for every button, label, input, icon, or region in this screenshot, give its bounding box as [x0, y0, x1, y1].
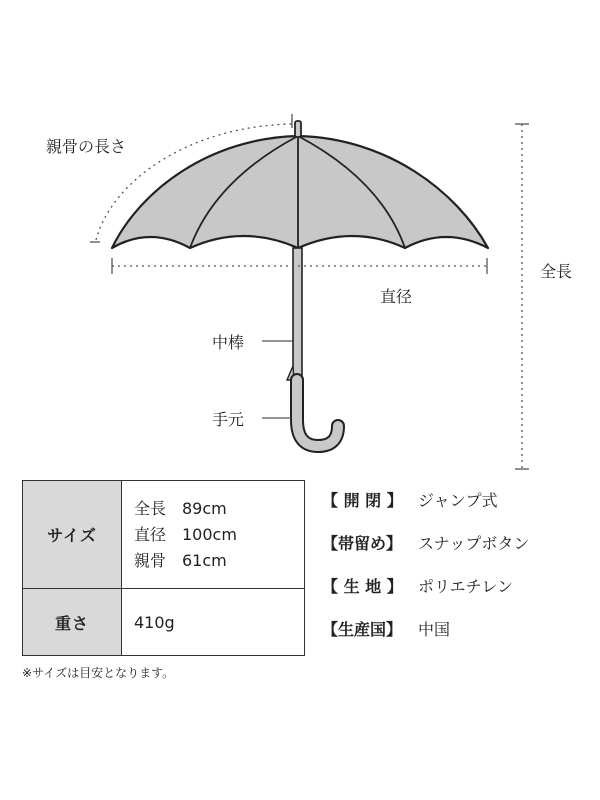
spec-item-fabric — [322, 574, 529, 617]
spec-item-open-close — [322, 488, 529, 531]
spec-list — [322, 488, 529, 660]
spec-value: ポリエチレン — [418, 577, 513, 596]
size-line-total: 全長 89cm — [134, 498, 227, 518]
spec-key: 【帯留め】 — [322, 534, 403, 553]
shaft-label: 中棒 — [212, 333, 245, 352]
rib-length-label: 親骨の長さ — [46, 137, 127, 156]
spec-key: 【生産国】 — [322, 620, 403, 639]
umbrella-tip — [295, 121, 301, 137]
total-length-label: 全長 — [540, 262, 573, 281]
weight-value: 410g — [122, 589, 305, 656]
weight-row — [23, 589, 305, 656]
size-note: ※サイズは目安となります。 — [22, 666, 175, 680]
diameter-label: 直径 — [380, 287, 413, 306]
umbrella-canopy — [112, 136, 488, 248]
umbrella-shaft — [293, 248, 302, 380]
spec-item-origin — [322, 617, 529, 660]
size-values — [122, 481, 305, 589]
size-row — [23, 481, 305, 589]
spec-key: 【 開 閉 】 — [322, 491, 403, 510]
spec-value: 中国 — [418, 620, 451, 639]
size-header: サイズ — [23, 481, 122, 589]
handle-label: 手元 — [212, 410, 245, 429]
spec-value: スナップボタン — [418, 534, 530, 553]
spec-key: 【 生 地 】 — [322, 577, 403, 596]
size-table — [22, 480, 305, 656]
size-line-rib: 親骨 61cm — [134, 550, 227, 570]
spec-item-band — [322, 531, 529, 574]
size-line-diameter: 直径 100cm — [134, 524, 237, 544]
weight-header: 重さ — [23, 589, 122, 656]
spec-value: ジャンプ式 — [418, 491, 498, 510]
